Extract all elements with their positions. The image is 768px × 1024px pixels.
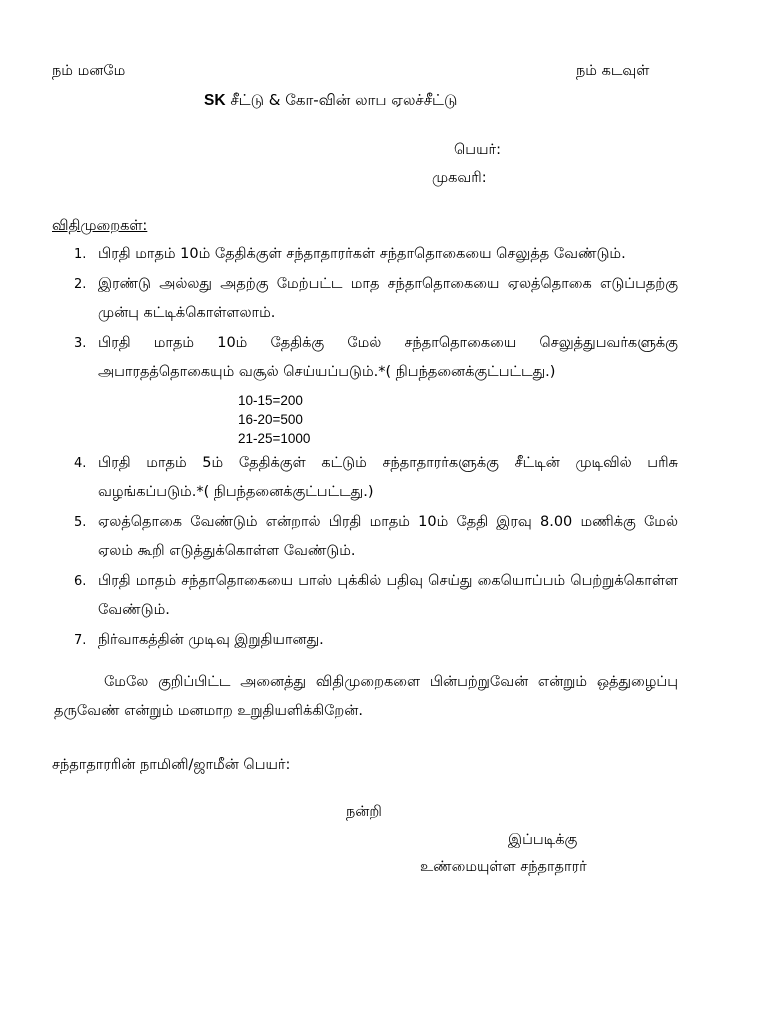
rule-text: பிரதி மாதம் 10ம் தேதிக்குள் சந்தாதாரர்கள் சந்தாதொகையை செலுத்த வேண்டும். bbox=[98, 246, 626, 262]
nominee-label: சந்தாதாரரின் நாமினி/ஜாமீன் பெயர்: bbox=[52, 757, 291, 773]
rule-number: 7. bbox=[74, 633, 87, 648]
document-title bbox=[204, 90, 457, 111]
rule-number: 6. bbox=[74, 574, 87, 589]
rule-number: 5. bbox=[74, 515, 87, 530]
header-left-motto: நம் மனமே bbox=[52, 63, 126, 79]
header-right-motto: நம் கடவுள் bbox=[576, 63, 650, 79]
rule-number: 3. bbox=[74, 336, 87, 351]
penalty-row: 16-20=500 bbox=[238, 412, 303, 427]
penalty-row: 10-15=200 bbox=[238, 393, 303, 408]
rules-list bbox=[74, 240, 678, 656]
title-brand: SK bbox=[204, 92, 226, 109]
rule-item bbox=[74, 449, 678, 507]
rule-item bbox=[74, 240, 678, 269]
rule-text: இரண்டு அல்லது அதற்கு மேற்பட்ட மாத சந்தாதொகையை ஏலத்தொகை எடுப்பதற்கு முன்பு கட்டிக்கொள்ளலாம். bbox=[98, 276, 678, 321]
penalty-table bbox=[238, 391, 678, 448]
yours-text: இப்படிக்கு bbox=[508, 832, 578, 848]
rule-number: 2. bbox=[74, 277, 87, 292]
rule-text: நிர்வாகத்தின் முடிவு இறுதியானது. bbox=[98, 632, 324, 648]
rule-item bbox=[74, 270, 678, 328]
address-field-label: முகவரி: bbox=[432, 170, 487, 186]
rule-number: 1. bbox=[74, 247, 87, 262]
signature-text: உண்மையுள்ள சந்தாதாரர் bbox=[420, 859, 587, 875]
penalty-row: 21-25=1000 bbox=[238, 431, 311, 446]
thanks-text: நன்றி bbox=[346, 804, 382, 820]
rule-text: பிரதி மாதம் சந்தாதொகையை பாஸ் புக்கில் பதிவு செய்து கையொப்பம் பெற்றுக்கொள்ள வேண்டும். bbox=[98, 573, 678, 618]
rule-item bbox=[74, 567, 678, 625]
rules-heading: விதிமுறைகள்: bbox=[52, 218, 148, 234]
rule-item bbox=[74, 508, 678, 566]
name-field-label: பெயர்: bbox=[454, 142, 501, 158]
rule-item bbox=[74, 329, 678, 448]
rule-item bbox=[74, 626, 678, 655]
rule-text: பிரதி மாதம் 5ம் தேதிக்குள் கட்டும் சந்தாதாரர்களுக்கு சீட்டின் முடிவில் பரிசு வழங்கப்படும்.*( நிபந்தனைக்குட்பட்டது.) bbox=[98, 455, 678, 500]
title-text: சீட்டு & கோ-வின் லாப ஏலச்சீட்டு bbox=[230, 91, 458, 109]
rule-text: ஏலத்தொகை வேண்டும் என்றால் பிரதி மாதம் 10ம் தேதி இரவு 8.00 மணிக்கு மேல் ஏலம் கூறி எடுத்துக்கொள்ள வேண்டும். bbox=[98, 514, 678, 559]
rule-text: பிரதி மாதம் 10ம் தேதிக்கு மேல் சந்தாதொகையை செலுத்துபவர்களுக்கு அபாரதத்தொகையும் வசூல் செய்யப்படும்.*( நிபந்தனைக்குட்பட்டது.) bbox=[98, 335, 678, 380]
declaration-paragraph: மேலே குறிப்பிட்ட அனைத்து விதிமுறைகளை பின்பற்றுவேன் என்றும் ஒத்துழைப்பு தருவேண் என்றும் மனமாற உறுதியளிக்கிறேன். bbox=[54, 674, 678, 719]
rule-number: 4. bbox=[74, 456, 87, 471]
